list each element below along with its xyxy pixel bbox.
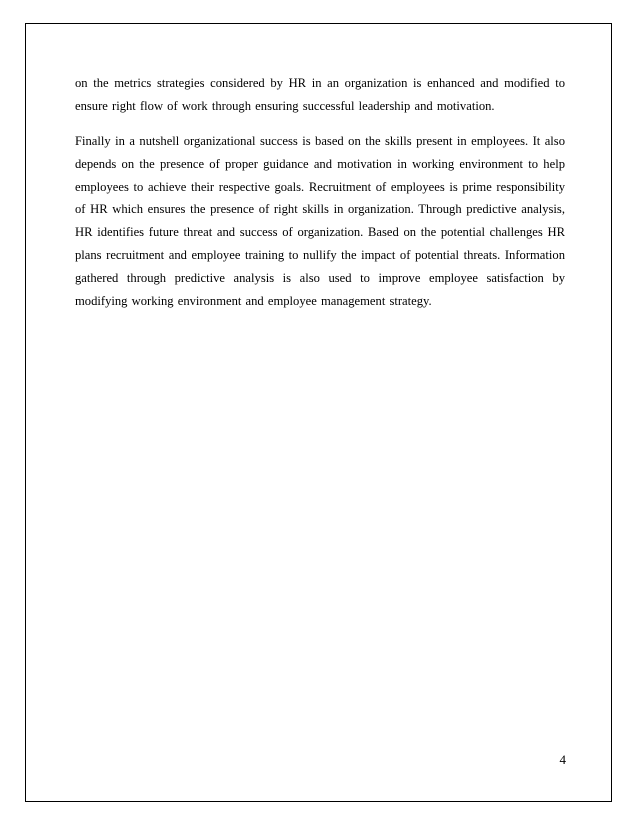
paragraph-continuation: on the metrics strategies considered by HR in an organization is enhanced and modified to ensure right flow of work through ensuring successful leadership and motivation. (75, 76, 565, 113)
paragraph-conclusion: Finally in a nutshell organizational success is based on the skills present in employees. It also depends on the presence of proper guidance and motivation in working environment to help employees to achieve their respective goals. Recruitment of employees is prime responsibility of HR which ensures the presence of right skills in organization. Through predictive analysis, HR identifies future threat and success of organization. Based on the potential challenges HR plans recruitment and employee training to nullify the impact of potential threats. Information gathered through predictive analysis is also used to improve employee satisfaction by modifying working environment and employee management strategy. (75, 134, 565, 308)
page-number: 4 (559, 752, 566, 767)
